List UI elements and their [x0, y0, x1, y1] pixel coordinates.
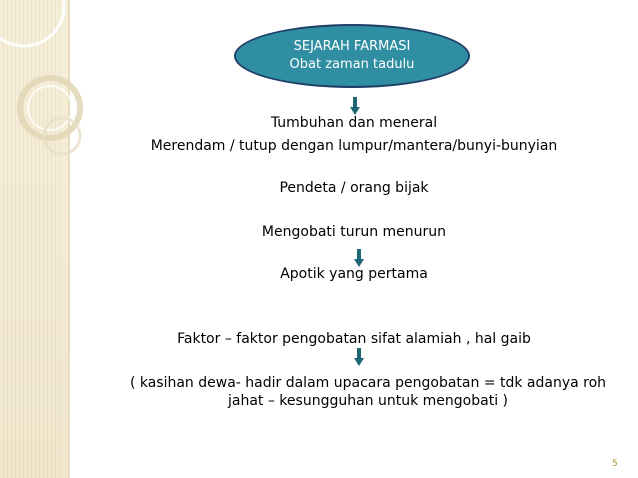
- band-stripes: [0, 0, 62, 478]
- page-number: 5: [612, 459, 618, 469]
- down-arrow-icon: [350, 97, 360, 115]
- left-decorative-band: [0, 0, 70, 478]
- down-arrow-icon: [354, 348, 364, 366]
- text-line-pendeta: Pendeta / orang bijak: [279, 180, 429, 196]
- text-line-mengobati: Mengobati turun menurun: [261, 224, 447, 240]
- down-arrow-icon: [354, 249, 364, 267]
- oval-title: SEJARAH FARMASI: [293, 39, 411, 54]
- title-oval: [234, 24, 470, 88]
- text-line-tumbuhan: Tumbuhan dan meneral: [270, 115, 438, 131]
- text-line-apotik: Apotik yang pertama: [280, 266, 428, 282]
- oval-subtitle: Obat zaman tadulu: [289, 57, 415, 72]
- text-line-faktor: Faktor – faktor pengobatan sifat alamiah , hal gaib: [177, 331, 531, 347]
- text-paragraph-kasihan: ( kasihan dewa- hadir dalam upacara pengobatan = tdk adanya roh jahat – kesungguhan untuk mengobati ): [129, 375, 607, 409]
- text-line-merendam: Merendam / tutup dengan lumpur/mantera/bunyi-bunyian: [150, 138, 558, 154]
